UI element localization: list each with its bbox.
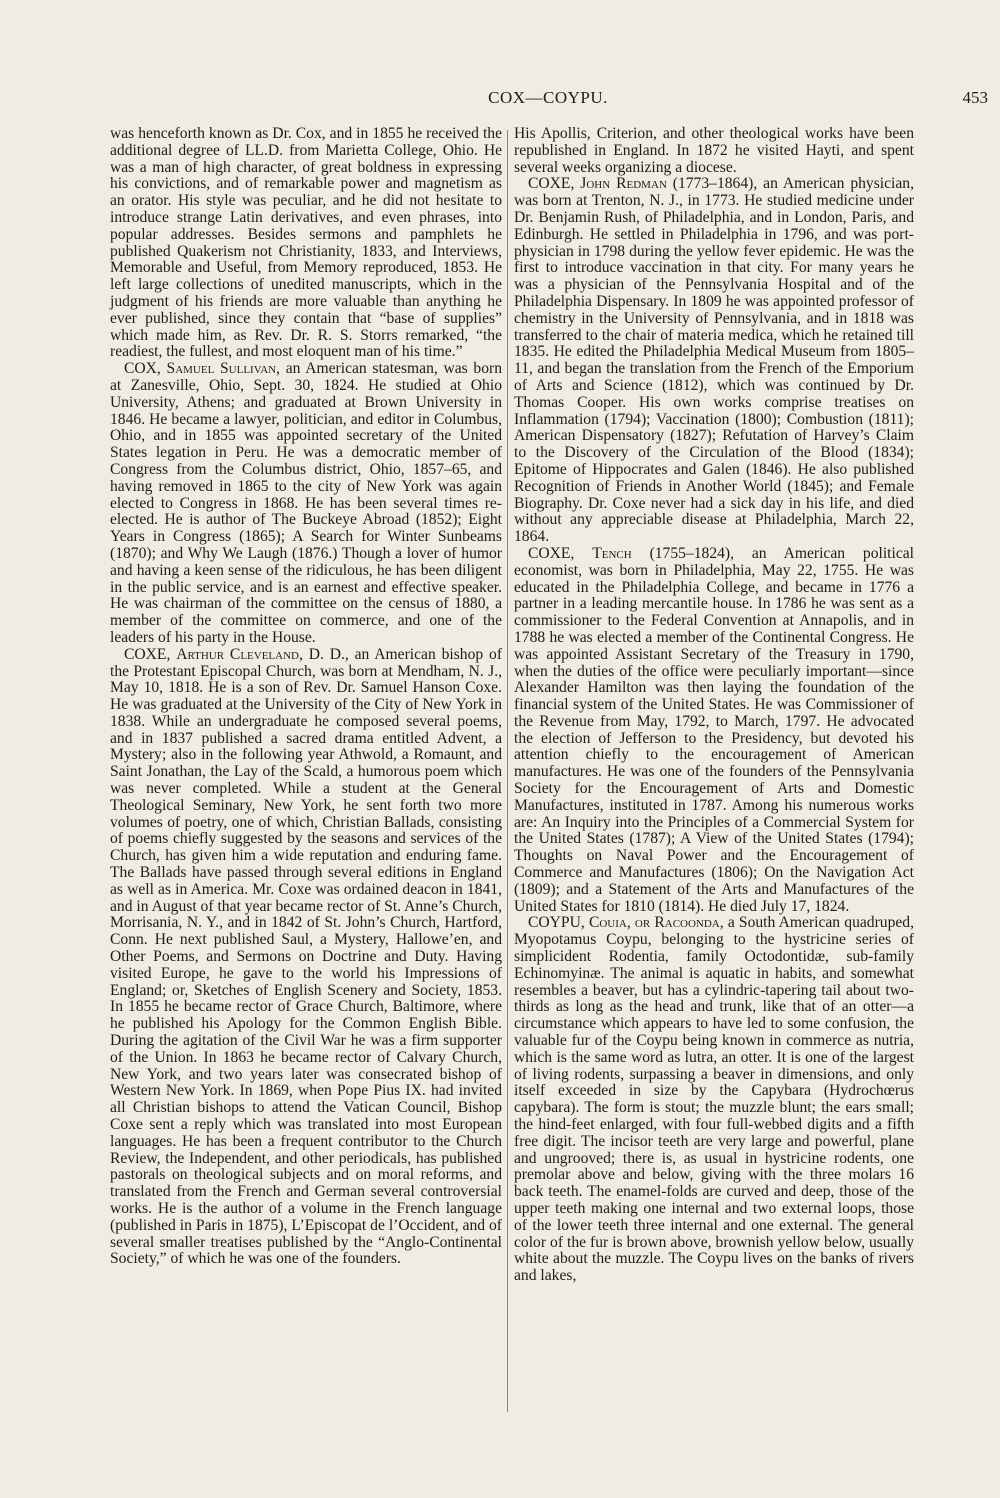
entry-headword: COX,: [124, 360, 161, 378]
entry-headword: COXE,: [124, 645, 171, 663]
entry-coxe-tench: [514, 546, 914, 916]
entry-names: Couia, or Racoonda,: [588, 914, 724, 932]
entry-headword: COYPU,: [528, 914, 585, 932]
entry-coxe-john-redman: [514, 176, 914, 546]
entry-names: Tench: [592, 544, 632, 562]
entry-names: John Redman: [580, 175, 667, 193]
entry-coypu: [514, 915, 914, 1285]
entry-headword: COXE,: [528, 175, 575, 193]
entry-text: D. D., an American bishop of the Protestant Episcopal Church, was born at Mendham, N. J., May 10, 1818. He is a son of Rev. Dr. Samuel Hanson Coxe. He was graduated at the University of the City of New York in 1838. While an undergraduate he composed several poems, and in 1837 published a sacred drama entitled Advent, a Mystery; also in the following year Athwold, a Romaunt, and Saint Jonathan, the Lay of the Scald, a humorous poem which was never completed. While a student at the General Theological Seminary, New York, he sent forth two more volumes of poetry, one of which, Christian Ballads, consisting of poems chiefly suggested by the seasons and services of the Church, has given him a wide reputation and enduring fame. The Ballads have passed through several editions in England as well as in America. Mr. Coxe was ordained deacon in 1841, and in August of that year became rector of St. Anne’s Church, Morrisania, N. Y., and in 1842 of St. John’s Church, Hartford, Conn. He next published Saul, a Mystery, Hallowe’en, and Other Poems, and Sermons on Doctrine and Duty. Having visited Europe, he gave to the world his Impressions of England; or, Sketches of English Scenery and Society, 1853. In 1855 he became rector of Grace Church, Baltimore, where he published his Apology for the Common English Bible. During the agitation of the Civil War he was a firm supporter of the Union. In 1863 he became rector of Calvary Church, New York, and two years later was consecrated bishop of Western New York. In 1869, when Pope Pius IX. had invited all Christian bishops to attend the Vatican Council, Bishop Coxe sent a reply which was translated into most European languages. He has been a frequent contributor to the Church Review, the Independent, and other periodicals, has published pastorals on theological subjects and on moral reforms, and translated from the French and German several controversial works. He is the author of a volume in the French language (published in Paris in 1875), L’Episcopat de l’Occident, and of several smaller treatises published by the “Anglo-Continental Society,” of which he was one of the founders.: [110, 645, 503, 1268]
continuation-paragraph: [514, 126, 914, 176]
column-divider: [507, 130, 508, 1412]
right-column: [514, 126, 914, 1285]
paragraph-text: was henceforth known as Dr. Cox, and in 1855 he received the additional degree of LL.D. from Marietta College, Ohio. He was a man of high character, of great boldness in expressing his convictions, and of remarkable power and magnetism as an orator. His style was peculiar, and he did not hesitate to introduce strange Latin derivatives, and even phrases, into popular addresses. Besides sermons and pamphlets he published Quakerism not Christianity, 1833, and Interviews, Memorable and Useful, from Memory reproduced, 1853. He left large collections of unedited manuscripts, which in the judgment of his friends are more valuable than anything he ever published, since they contain that “base of supplies” which made him, as Rev. Dr. R. S. Storrs remarked, “the readiest, the fullest, and most eloquent man of his time.”: [110, 125, 502, 361]
entry-text: a South American quadruped, Myopotamus Coypu, belonging to the hystricine series of simplicident Rodentia, family Octodontidæ, sub-family Echinomyinæ. The animal is aquatic in habits, and somewhat resembles a beaver, but has a cylindric-tapering tail about two-thirds as long as the head and trunk, like that of an otter—a circumstance which appears to have led to some confusion, the valuable fur of the Coypu being known in commerce as nutria, which is the same word as lutra, an otter. It is one of the largest of living rodents, surpassing a beaver in dimensions, and only itself exceeded in size by the Capybara (Hydrochœrus capybara). The form is stout; the muzzle blunt; the ears small; the hind-feet enlarged, with four full-webbed digits and a fifth free digit. The incisor teeth are very large and powerful, plane and ungrooved; there is, as usual in hystricine rodents, one premolar above and below, giving with the three molars 16 back teeth. The enamel-folds are curved and deep, those of the upper teeth making one internal and two external loops, those of the lower teeth three internal and one external. The general color of the fur is brown above, brownish yellow below, usually white about the muzzle. The Coypu lives on the banks of rivers and lakes,: [514, 914, 914, 1285]
entry-headword: COXE,: [528, 544, 575, 562]
paragraph-text: His Apollis, Criterion, and other theological works have been republished in England. In 1872 he visited Hayti, and spent several weeks organizing a diocese.: [514, 125, 914, 176]
entry-cox-samuel-sullivan: [110, 361, 502, 647]
running-head: COX—COYPU.: [488, 88, 608, 107]
page-number: 453: [962, 88, 988, 107]
entry-text: (1755–1824), an American political economist, was born in Philadelphia, May 22, 1755. He was educated in the Philadelphia College, and became in 1776 a partner in a leading mercantile house. In 1786 he was sent as a commissioner to the Federal Convention at Annapolis, and in 1788 he was elected a member of the Continental Congress. He was appointed Assistant Secretary of the Treasury in 1790, when the duties of the office were peculiarly important—since Alexander Hamilton was then laying the foundation of the financial system of the United States. He was Commissioner of the Revenue from May, 1792, to March, 1797. He advocated the election of Jefferson to the Presidency, but devoted his attention chiefly to the encouragement of American manufactures. He was one of the founders of the Pennsylvania Society for the Encouragement of Arts and Domestic Manufactures, instituted in 1787. Among his numerous works are: An Inquiry into the Principles of a Commercial System for the United States (1787); A View of the United States (1794); Thoughts on Naval Power and the Encouragement of Commerce and Manufactures (1806); On the Navigation Act (1809); and a Statement of the Arts and Manufactures of the United States for 1810 (1814). He died July 17, 1824.: [514, 544, 914, 915]
entry-names: Arthur Cleveland,: [176, 645, 303, 663]
entry-coxe-arthur-cleveland: [110, 647, 502, 1268]
continuation-paragraph: [110, 126, 502, 361]
left-column: [110, 126, 502, 1268]
entry-names: Samuel Sullivan,: [166, 360, 281, 378]
page-header: [108, 88, 988, 114]
entry-text: an American statesman, was born at Zanesville, Ohio, Sept. 30, 1824. He studied at Ohio University, Athens; and graduated at Brown University in 1846. He became a lawyer, politician, and editor in Columbus, Ohio, and in 1855 was appointed secretary of the United States legation in Peru. He was a democratic member of Congress from the Columbus district, Ohio, 1857–65, and having removed in 1865 to the city of New York was again elected to Congress in 1868. He has been several times re-elected. He is author of The Buckeye Abroad (1852); Eight Years in Congress (1865); A Search for Winter Sunbeams (1870); and Why We Laugh (1876.) Though a lover of humor and having a keen sense of the ridiculous, he has been diligent in the public service, and is an earnest and effective speaker. He was chairman of the committee on the census of 1880, a member of the committee on commerce, and one of the leaders of his party in the House.: [110, 360, 502, 646]
entry-text: (1773–1864), an American physician, was born at Trenton, N. J., in 1773. He studied medicine under Dr. Benjamin Rush, of Philadelphia, and in London, Paris, and Edinburgh. He settled in Philadelphia in 1796, and was port-physician in 1798 during the yellow fever epidemic. He was the first to introduce vaccination in that city. For many years he was a physician of the Pennsylvania Hospital and of the Philadelphia Dispensary. In 1809 he was appointed professor of chemistry in the University of Pennsylvania, and in 1818 was transferred to the chair of materia medica, which he retained till 1835. He edited the Philadelphia Medical Museum from 1805–11, and began the translation from the French of the Emporium of Arts and Science (1812), which was continued by Dr. Thomas Cooper. His own works comprise treatises on Inflammation (1794); Vaccination (1800); Combustion (1811); American Dispensatory (1827); Refutation of Harvey’s Claim to the Discovery of the Circulation of the Blood (1834); Epitome of Hippocrates and Galen (1846). He also published Recognition of Friends in Another World (1845); and Female Biography. Dr. Coxe never had a sick day in his life, and died without any appreciable disease at Philadelphia, March 22, 1864.: [514, 175, 914, 546]
